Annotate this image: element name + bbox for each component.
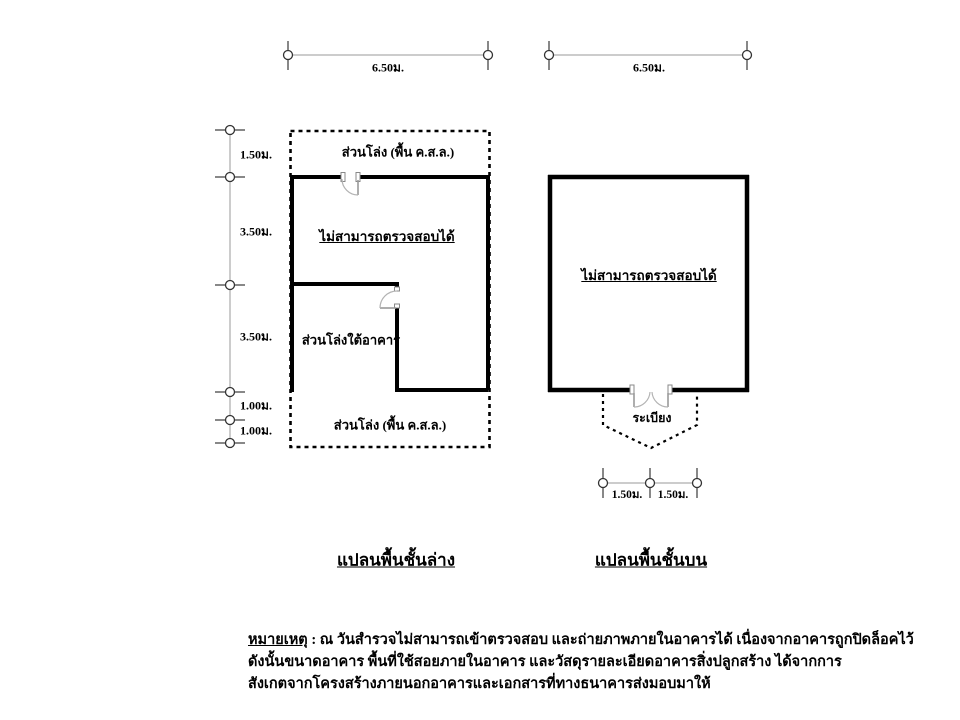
upper-top-dimension-label: 6.50ม. — [633, 60, 665, 75]
note-line-2: ดังนั้นขนาดอาคาร พื้นที่ใช้สอยภายในอาคาร และวัสดุรายละเอียดอาคารสิ่งปลูกสร้าง ได้จากการ — [248, 654, 842, 670]
ground-cannot-inspect-label: ไม่สามารถตรวจสอบได้ — [319, 229, 455, 244]
ground-floor-walls — [292, 175, 488, 392]
ground-left-dimension-label-4: 1.00ม. — [240, 398, 272, 413]
ground-left-dimension-label-2: 3.50ม. — [240, 224, 272, 239]
ground-open-under-building-label: ส่วนโล่งใต้อาคาร — [301, 332, 401, 348]
balcony-dimension-label-1: 1.50ม. — [611, 489, 643, 501]
balcony-dimension-label-2: 1.50ม. — [657, 489, 689, 501]
note-line-1 — [248, 629, 914, 651]
note-line-1-rest: : ณ วันสำรวจไม่สามารถเข้าตรวจสอบ และถ่ายภาพภายในอาคารได้ เนื่องจากอาคารถูกปิดล็อคไว้ — [307, 632, 914, 648]
ground-left-dimension-label-5: 1.00ม. — [240, 423, 272, 438]
balcony-label: ระเบียง — [632, 411, 672, 425]
ground-top-dimension-label: 6.50ม. — [372, 60, 404, 75]
ground-entrance-door-icon — [341, 173, 360, 196]
upper-cannot-inspect-label: ไม่สามารถตรวจสอบได้ — [581, 268, 717, 283]
ground-left-dimension-label-3: 3.50ม. — [240, 329, 272, 344]
ground-floor-plan-title: แปลนพื้นชั้นล่าง — [336, 550, 456, 570]
ground-open-area-bottom-label: ส่วนโล่ง (พื้น ค.ส.ล.) — [333, 417, 447, 433]
upper-balcony-double-door-icon — [630, 385, 672, 407]
surveyor-note — [248, 629, 914, 695]
ground-open-area-top-label: ส่วนโล่ง (พื้น ค.ส.ล.) — [341, 144, 455, 160]
note-line-3: สังเกตจากโครงสร้างภายนอกอาคารและเอกสารที่ทางธนาคารส่งมอบมาให้ — [248, 676, 711, 692]
upper-floor-plan-title: แปลนพื้นชั้นบน — [594, 550, 708, 570]
note-heading: หมายเหตุ — [248, 632, 308, 648]
ground-left-dimension-label-1: 1.50ม. — [240, 147, 272, 162]
ground-interior-door-icon — [380, 287, 400, 308]
